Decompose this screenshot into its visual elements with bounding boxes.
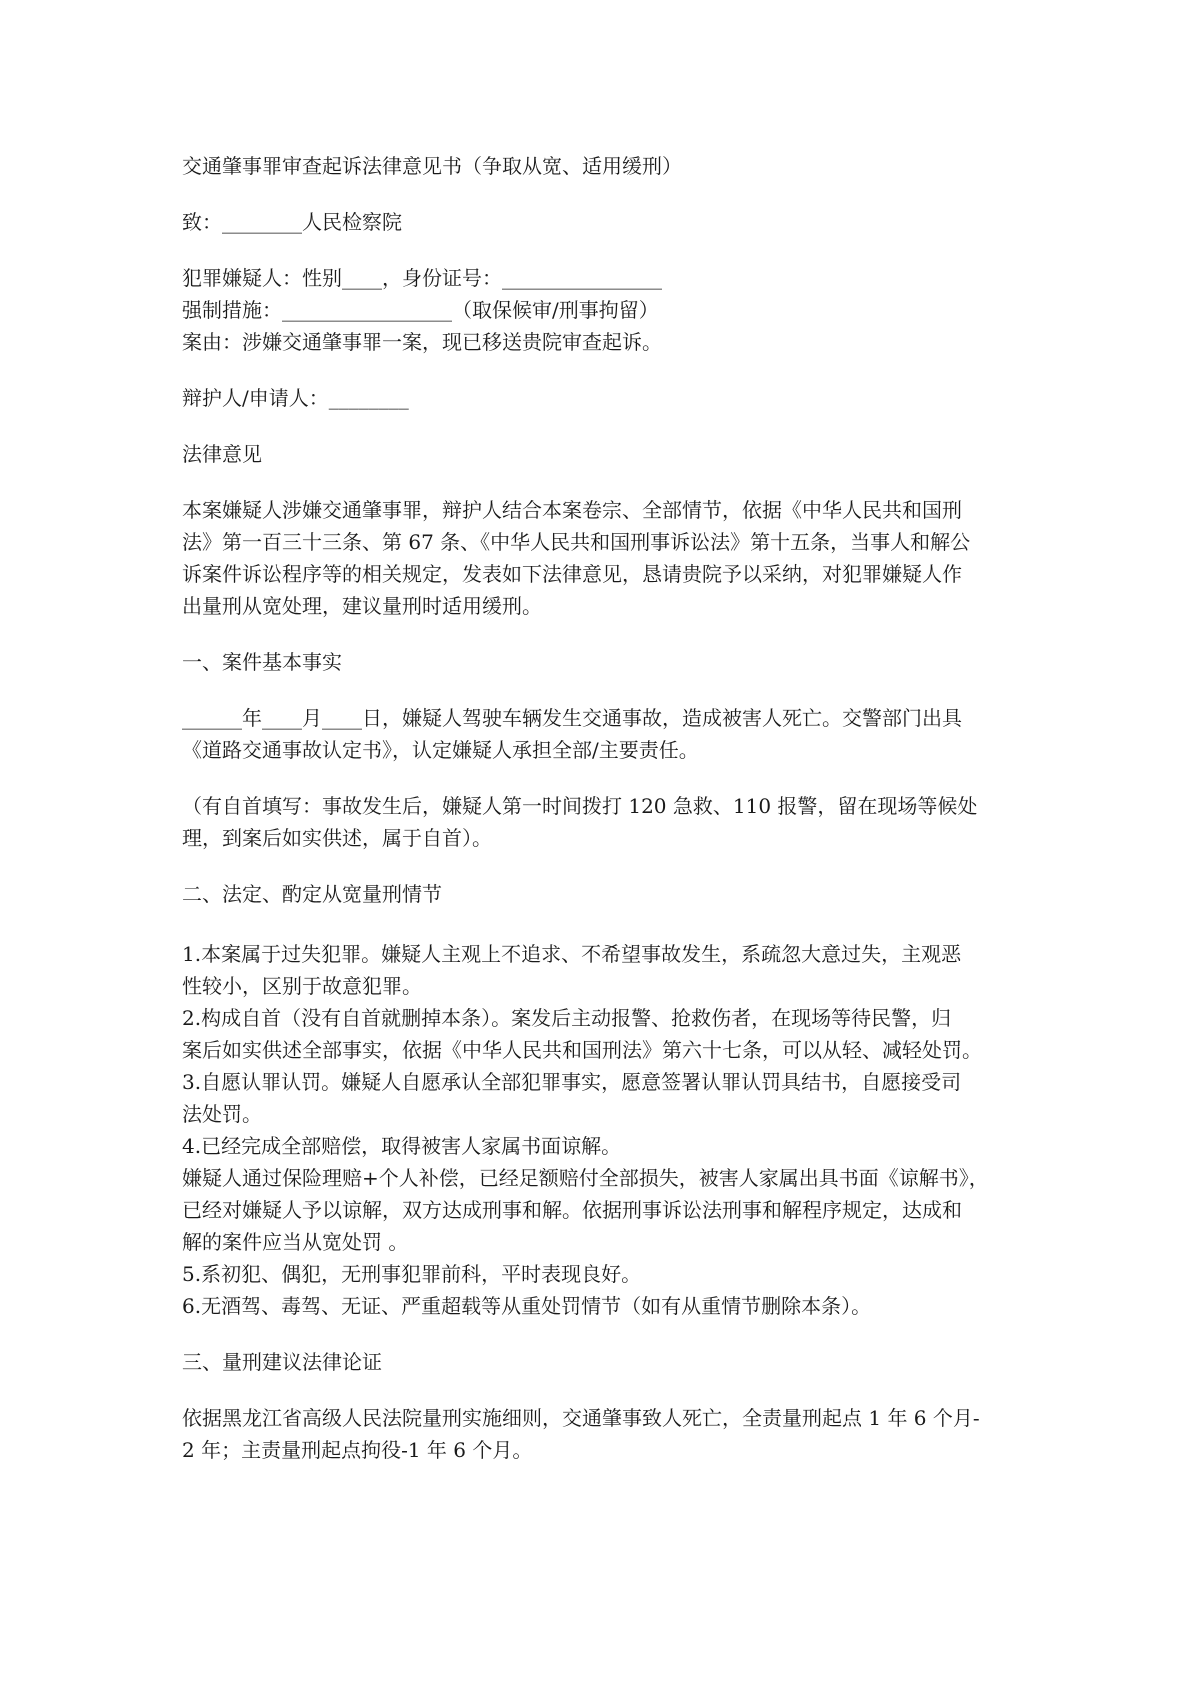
sentencing-paragraph xyxy=(182,1402,1022,1466)
section-2-heading: 二、法定、酌定从宽量刑情节 xyxy=(182,882,442,906)
surrender-line: （有自首填写：事故发生后，嫌疑人第一时间拨打 120 急救、110 报警，留在现场等候处 xyxy=(182,794,978,818)
sentencing-line: 依据黑龙江省高级人民法院量刑实施细则，交通肇事致人死亡，全责量刑起点 1 年 6 个月- xyxy=(182,1406,980,1430)
intro-line: 出量刑从宽处理，建议量刑时适用缓刑。 xyxy=(182,594,542,618)
opinion-heading: 法律意见 xyxy=(182,442,262,466)
case-line: 案由：涉嫌交通肇事罪一案，现已移送贵院审查起诉。 xyxy=(182,330,662,354)
surrender-paragraph xyxy=(182,790,1022,854)
intro-paragraph xyxy=(182,494,1022,622)
document-title: 交通肇事罪审查起诉法律意见书（争取从宽、适用缓刑） xyxy=(182,154,682,178)
suspect-line: 犯罪嫌疑人：性别____，身份证号：________________ xyxy=(182,266,662,290)
facts-line: ______年____月____日，嫌疑人驾驶车辆发生交通事故，造成被害人死亡。交警部门出具 xyxy=(182,706,962,730)
leniency-line: 嫌疑人通过保险理赔+个人补偿，已经足额赔付全部损失，被害人家属出具书面《谅解书》， xyxy=(182,1166,989,1190)
leniency-line: 性较小，区别于故意犯罪。 xyxy=(182,974,422,998)
leniency-list xyxy=(182,938,1022,1322)
section-1-heading: 一、案件基本事实 xyxy=(182,650,342,674)
leniency-line: 5.系初犯、偶犯，无刑事犯罪前科，平时表现良好。 xyxy=(182,1262,642,1286)
leniency-line: 2.构成自首（没有自首就删掉本条）。案发后主动报警、抢救伤者，在现场等待民警，归 xyxy=(182,1006,952,1030)
leniency-line: 4.已经完成全部赔偿，取得被害人家属书面谅解。 xyxy=(182,1134,622,1158)
surrender-line: 理，到案后如实供述，属于自首）。 xyxy=(182,826,492,850)
leniency-line: 解的案件应当从宽处罚 。 xyxy=(182,1230,409,1254)
leniency-line: 已经对嫌疑人予以谅解，双方达成刑事和解。依据刑事诉讼法刑事和解程序规定，达成和 xyxy=(182,1198,962,1222)
addressee-line: 致：________人民检察院 xyxy=(182,210,402,234)
intro-line: 诉案件诉讼程序等的相关规定，发表如下法律意见，恳请贵院予以采纳，对犯罪嫌疑人作 xyxy=(182,562,962,586)
facts-line: 《道路交通事故认定书》，认定嫌疑人承担全部/主要责任。 xyxy=(182,738,699,762)
intro-line: 本案嫌疑人涉嫌交通肇事罪，辩护人结合本案卷宗、全部情节，依据《中华人民共和国刑 xyxy=(182,498,962,522)
sentencing-line: 2 年；主责量刑起点拘役-1 年 6 个月。 xyxy=(182,1438,533,1462)
leniency-line: 法处罚。 xyxy=(182,1102,262,1126)
document-page xyxy=(182,150,1022,1466)
defender-line: 辩护人/申请人：________ xyxy=(182,386,409,410)
leniency-line: 6.无酒驾、毒驾、无证、严重超载等从重处罚情节（如有从重情节删除本条）。 xyxy=(182,1294,872,1318)
facts-paragraph xyxy=(182,702,1022,766)
leniency-line: 1.本案属于过失犯罪。嫌疑人主观上不追求、不希望事故发生，系疏忽大意过失，主观恶 xyxy=(182,942,962,966)
section-3-heading: 三、量刑建议法律论证 xyxy=(182,1350,382,1374)
leniency-line: 3.自愿认罪认罚。嫌疑人自愿承认全部犯罪事实，愿意签署认罪认罚具结书，自愿接受司 xyxy=(182,1070,962,1094)
intro-line: 法》第一百三十三条、第 67 条、《中华人民共和国刑事诉讼法》第十五条，当事人和解公 xyxy=(182,530,971,554)
leniency-line: 案后如实供述全部事实，依据《中华人民共和国刑法》第六十七条，可以从轻、减轻处罚。 xyxy=(182,1038,982,1062)
measures-line: 强制措施：_________________（取保候审/刑事拘留） xyxy=(182,298,659,322)
